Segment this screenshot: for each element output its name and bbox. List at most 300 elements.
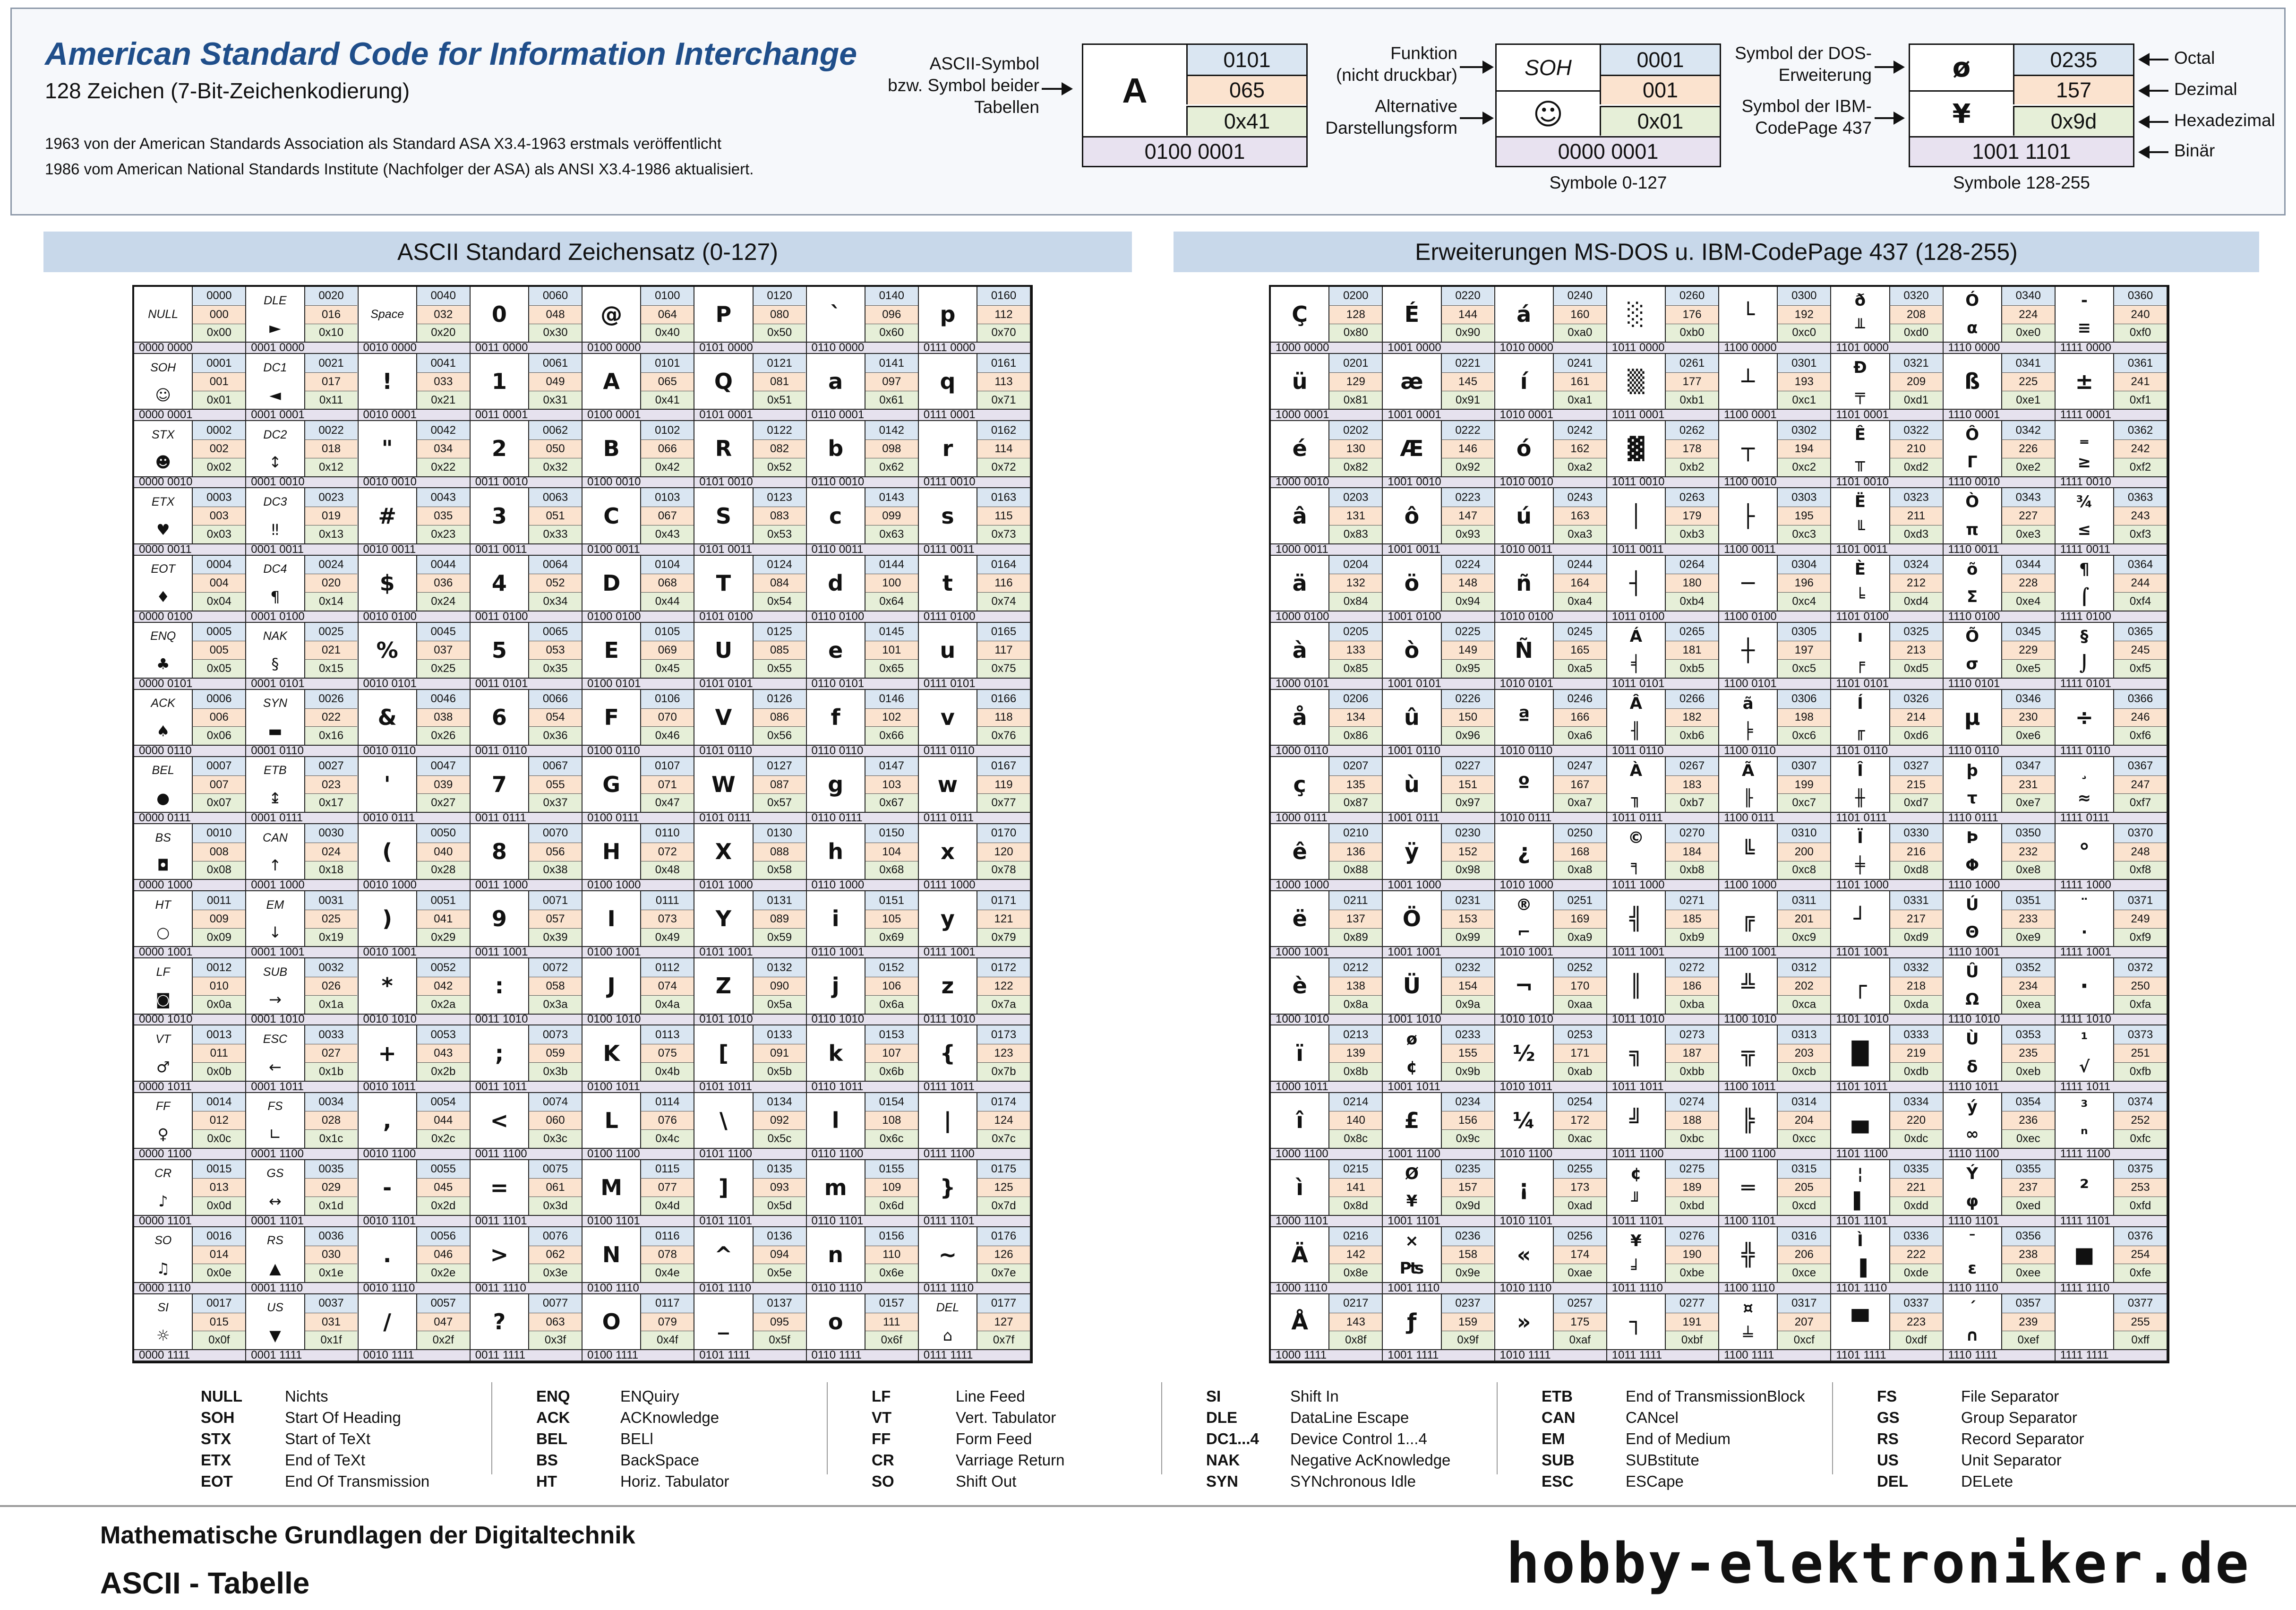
hex-code: 0xba — [1665, 995, 1718, 1014]
char-symbol — [2056, 556, 2113, 611]
char-symbol: i — [831, 906, 840, 932]
decimal-code: 141 — [1328, 1178, 1382, 1197]
char-cell — [359, 1294, 471, 1361]
char-symbol — [134, 556, 192, 611]
control-abbr: STX — [151, 428, 175, 441]
decimal-code: 214 — [1889, 708, 1943, 727]
dos-symbol: ¹ — [2081, 1030, 2088, 1049]
octal-code: 0121 — [753, 354, 806, 372]
abbreviation-row — [536, 1386, 729, 1407]
abbreviation-meaning: End of TransmissionBlock — [1626, 1387, 1805, 1405]
octal-code: 0051 — [416, 891, 470, 910]
decimal-code: 157 — [1441, 1178, 1494, 1197]
char-symbol: ┬ — [1741, 436, 1755, 462]
hex-code: 0x83 — [1328, 525, 1382, 543]
octal-code: 0342 — [2001, 421, 2055, 439]
hex-code: 0x84 — [1328, 592, 1382, 611]
char-cell — [1383, 1025, 1495, 1093]
char-symbol — [134, 824, 192, 879]
hex-code: 0x24 — [416, 592, 470, 611]
dos-symbol: Û — [1965, 963, 1979, 982]
octal-code: 0053 — [416, 1025, 470, 1044]
char-cell — [1831, 623, 1943, 690]
dos-symbol: Ý — [1966, 1164, 1978, 1183]
hex-code: 0xf7 — [2113, 793, 2167, 812]
decimal-code: 170 — [1553, 977, 1606, 995]
decimal-code: 145 — [1441, 372, 1494, 391]
hex-code: 0x50 — [753, 324, 806, 342]
binary-code: 1001 0010 — [1383, 476, 1494, 488]
char-symbol: U — [714, 637, 733, 663]
hex-code: 0xe1 — [2001, 391, 2055, 409]
control-abbr: ENQ — [150, 629, 176, 643]
char-symbol: x — [941, 839, 955, 865]
char-symbol — [246, 556, 304, 611]
char-symbol: Ç — [1292, 301, 1308, 327]
char-symbol — [246, 891, 304, 946]
octal-code: 0122 — [753, 421, 806, 439]
decimal-code: 118 — [977, 708, 1030, 727]
binary-code: 1110 1101 — [1944, 1215, 2055, 1226]
hex-code: 0x41 — [640, 391, 694, 409]
char-cell — [359, 488, 471, 555]
hex-code: 0x96 — [1441, 726, 1494, 745]
decimal-code: 067 — [640, 507, 694, 525]
hex-code: 0xe9 — [2001, 928, 2055, 947]
char-cell — [919, 354, 1031, 421]
binary-code: 0010 1000 — [359, 879, 470, 890]
octal-code: 0036 — [304, 1227, 358, 1246]
abbreviation-row — [201, 1428, 429, 1449]
abbreviation-column — [1206, 1386, 1451, 1490]
abbreviation-code: SI — [1206, 1387, 1221, 1405]
hex-code: 0x5d — [753, 1197, 806, 1215]
control-abbr: GS — [266, 1167, 284, 1180]
char-cell — [1719, 287, 1831, 354]
hex-code: 0xd5 — [1889, 659, 1943, 678]
octal-code: 0204 — [1328, 556, 1382, 574]
char-symbol: 0 — [491, 301, 507, 327]
abbreviation-row — [872, 1471, 1065, 1492]
hex-code: 0x35 — [528, 659, 582, 678]
decimal-code: 153 — [1441, 910, 1494, 928]
char-cell — [134, 757, 246, 824]
octal-code: 0111 — [640, 891, 694, 910]
decimal-code: 189 — [1665, 1178, 1718, 1197]
octal-code: 0355 — [2001, 1160, 2055, 1179]
hex-code: 0x0d — [192, 1197, 245, 1215]
decimal-code: 225 — [2001, 372, 2055, 391]
abbreviation-meaning: CANcel — [1626, 1408, 1679, 1426]
char-symbol: 8 — [491, 839, 507, 865]
decimal-code: 192 — [1777, 305, 1830, 324]
char-symbol: G — [602, 772, 621, 798]
binary-code: 0011 0100 — [471, 611, 582, 622]
decimal-code: 088 — [753, 843, 806, 861]
abbreviation-row — [1206, 1449, 1450, 1471]
octal-code: 0102 — [640, 421, 694, 439]
dos-symbol: Ð — [1853, 358, 1867, 378]
ibm-symbol: Ω — [1965, 990, 1979, 1009]
char-symbol — [1944, 824, 2001, 879]
hex-code: 0x9b — [1441, 1062, 1494, 1081]
octal-code: 0050 — [416, 824, 470, 843]
binary-code: 1111 1100 — [2056, 1148, 2167, 1159]
octal-code: 0164 — [977, 556, 1030, 574]
octal-code: 0213 — [1328, 1025, 1382, 1044]
char-cell — [583, 1093, 694, 1160]
control-glyph: ▲ — [269, 1259, 281, 1277]
binary-code: 1000 1010 — [1271, 1014, 1382, 1025]
binary-code: 1011 1000 — [1607, 879, 1718, 890]
binary-code: 0111 1001 — [919, 946, 1030, 957]
binary-code: 0011 1101 — [471, 1215, 582, 1226]
octal-code: 0333 — [1889, 1025, 1943, 1044]
ibm-symbol: ╒ — [1855, 654, 1865, 673]
octal-code: 0114 — [640, 1093, 694, 1111]
char-symbol: _ — [718, 1309, 729, 1335]
decimal-code: 063 — [528, 1313, 582, 1331]
decimal-code: 252 — [2113, 1111, 2167, 1129]
decimal-code: 078 — [640, 1246, 694, 1264]
char-symbol: & — [377, 704, 397, 730]
char-symbol: ] — [718, 1174, 728, 1200]
decimal-code: 098 — [865, 439, 918, 458]
hex-code: 0xb0 — [1665, 324, 1718, 342]
char-cell — [1831, 690, 1943, 757]
octal-code: 0205 — [1328, 623, 1382, 641]
char-symbol: « — [1516, 1241, 1531, 1267]
legend-arrow — [2140, 90, 2168, 92]
hex-code: 0x14 — [304, 592, 358, 611]
control-abbr: SUB — [263, 965, 288, 979]
octal-code: 0341 — [2001, 354, 2055, 372]
abbreviation-row — [201, 1471, 429, 1492]
hex-code: 0x7d — [977, 1197, 1030, 1215]
column-divider — [1161, 1382, 1162, 1474]
char-symbol — [2056, 488, 2113, 543]
octal-code: 0246 — [1553, 690, 1606, 708]
ibm-symbol: Γ — [1967, 453, 1978, 472]
char-symbol: » — [1516, 1309, 1531, 1335]
octal-code: 0215 — [1328, 1160, 1382, 1179]
char-cell — [1944, 556, 2056, 623]
legend-key-binary: Binär — [2174, 141, 2215, 160]
hex-code: 0x42 — [640, 458, 694, 476]
char-cell — [134, 690, 246, 757]
char-cell — [694, 958, 806, 1025]
char-cell — [1607, 1093, 1719, 1160]
char-cell — [2056, 824, 2167, 891]
octal-code: 0273 — [1665, 1025, 1718, 1044]
binary-code: 0101 0111 — [694, 812, 805, 823]
char-symbol: T — [716, 570, 731, 596]
dos-symbol: ¸ — [2080, 761, 2089, 780]
char-symbol: @ — [600, 301, 623, 327]
char-symbol: c — [829, 503, 842, 529]
char-symbol: C — [603, 503, 620, 529]
char-symbol: ▓ — [1628, 436, 1645, 462]
binary-code: 0010 0010 — [359, 476, 470, 488]
decimal-code: 121 — [977, 910, 1030, 928]
binary-code: 1001 1100 — [1383, 1148, 1494, 1159]
octal-code: 0265 — [1665, 623, 1718, 641]
octal-code: 0230 — [1441, 824, 1494, 843]
abbreviation-column — [1877, 1386, 2084, 1490]
char-cell — [807, 287, 919, 354]
decimal-code: 081 — [753, 372, 806, 391]
hex-code: 0x0e — [192, 1264, 245, 1282]
hex-code: 0xaf — [1553, 1331, 1606, 1349]
hex-code: 0xad — [1553, 1197, 1606, 1215]
char-cell — [583, 287, 694, 354]
hex-code: 0x63 — [865, 525, 918, 543]
octal-code: 0267 — [1665, 757, 1718, 775]
hex-code: 0x60 — [865, 324, 918, 342]
char-cell — [919, 287, 1031, 354]
abbreviation-row — [1542, 1386, 1805, 1407]
char-cell — [134, 891, 246, 958]
octal-code: 0125 — [753, 623, 806, 641]
octal-code: 0013 — [192, 1025, 245, 1044]
legend-hex: 0x41 — [1186, 106, 1306, 136]
octal-code: 0134 — [753, 1093, 806, 1111]
hex-code: 0x73 — [977, 525, 1030, 543]
char-symbol: ÷ — [2075, 704, 2094, 730]
binary-code: 1100 0101 — [1719, 678, 1830, 689]
control-glyph: ↓ — [269, 923, 282, 942]
char-symbol: ? — [493, 1309, 506, 1335]
octal-code: 0070 — [528, 824, 582, 843]
decimal-code: 130 — [1328, 439, 1382, 458]
decimal-code: 023 — [304, 775, 358, 794]
octal-code: 0202 — [1328, 421, 1382, 439]
char-cell — [359, 757, 471, 824]
binary-code: 0110 1000 — [807, 879, 918, 890]
char-cell — [1495, 1227, 1607, 1294]
octal-code: 0360 — [2113, 287, 2167, 305]
decimal-code: 047 — [416, 1313, 470, 1331]
char-symbol: y — [940, 906, 955, 932]
abbreviation-meaning: Start of TeXt — [285, 1429, 370, 1447]
abbreviation-meaning: Record Separator — [1961, 1429, 2084, 1447]
dos-symbol: Õ — [1965, 627, 1979, 646]
char-cell — [2056, 1160, 2167, 1227]
octal-code: 0371 — [2113, 891, 2167, 910]
octal-code: 0153 — [865, 1025, 918, 1044]
octal-code: 0052 — [416, 958, 470, 977]
char-cell — [471, 623, 583, 690]
decimal-code: 196 — [1777, 574, 1830, 592]
hex-code: 0xdf — [1889, 1331, 1943, 1349]
char-cell — [246, 1160, 358, 1227]
control-abbr: ETX — [151, 495, 175, 508]
char-cell — [1607, 354, 1719, 421]
char-cell — [1831, 824, 1943, 891]
hex-code: 0xc4 — [1777, 592, 1830, 611]
binary-code: 1110 0000 — [1944, 342, 2055, 353]
char-symbol — [1831, 354, 1889, 409]
char-cell — [1271, 1294, 1383, 1361]
binary-code: 1000 0011 — [1271, 543, 1382, 555]
octal-code: 0104 — [640, 556, 694, 574]
dos-symbol: ã — [1742, 694, 1754, 713]
octal-code: 0154 — [865, 1093, 918, 1111]
decimal-code: 026 — [304, 977, 358, 995]
control-glyph: ↔ — [269, 1192, 282, 1210]
hex-code: 0x86 — [1328, 726, 1382, 745]
column-divider — [1832, 1382, 1833, 1474]
abbreviation-row — [201, 1386, 429, 1407]
hex-code: 0x1d — [304, 1197, 358, 1215]
char-cell — [1271, 488, 1383, 555]
char-cell — [1271, 690, 1383, 757]
hex-code: 0xc6 — [1777, 726, 1830, 745]
char-symbol: J — [607, 973, 616, 999]
octal-code: 0045 — [416, 623, 470, 641]
binary-code: 1100 1010 — [1719, 1014, 1830, 1025]
hex-code: 0x51 — [753, 391, 806, 409]
char-symbol: 4 — [491, 570, 507, 596]
binary-code: 0100 0001 — [583, 409, 694, 420]
char-cell — [1271, 287, 1383, 354]
char-symbol — [1944, 891, 2001, 946]
decimal-code: 231 — [2001, 775, 2055, 794]
hex-code: 0x13 — [304, 525, 358, 543]
decimal-code: 113 — [977, 372, 1030, 391]
binary-code: 1110 0101 — [1944, 678, 2055, 689]
octal-code: 0167 — [977, 757, 1030, 775]
binary-code: 0111 0111 — [919, 812, 1030, 823]
dos-symbol: Ï — [1857, 828, 1863, 848]
octal-code: 0174 — [977, 1093, 1030, 1111]
hex-code: 0x21 — [416, 391, 470, 409]
hex-code: 0x70 — [977, 324, 1030, 342]
char-symbol: # — [378, 503, 396, 529]
binary-code: 0010 1111 — [359, 1349, 470, 1360]
hex-code: 0xc2 — [1777, 458, 1830, 476]
binary-code: 1001 0111 — [1383, 812, 1494, 823]
dos-symbol: ı — [1857, 627, 1863, 646]
abbreviation-code: CR — [872, 1451, 894, 1469]
binary-code: 1111 0001 — [2056, 409, 2167, 420]
char-cell — [1495, 1025, 1607, 1093]
control-abbr: US — [267, 1301, 283, 1315]
char-symbol: ù — [1404, 772, 1420, 798]
char-symbol — [1607, 1227, 1665, 1282]
binary-code: 1111 0110 — [2056, 745, 2167, 756]
decimal-code: 055 — [528, 775, 582, 794]
octal-code: 0035 — [304, 1160, 358, 1179]
hex-code: 0xef — [2001, 1331, 2055, 1349]
abbreviation-meaning: End Of Transmission — [285, 1472, 430, 1490]
decimal-code: 195 — [1777, 507, 1830, 525]
ibm-symbol: Φ — [1965, 856, 1979, 875]
char-cell — [1719, 1227, 1831, 1294]
octal-code: 0124 — [753, 556, 806, 574]
legend-control-abbr: SOH — [1525, 55, 1572, 80]
octal-code: 0310 — [1777, 824, 1830, 843]
char-cell — [359, 1160, 471, 1227]
hex-code: 0x02 — [192, 458, 245, 476]
char-symbol — [1607, 824, 1665, 879]
char-cell — [694, 1294, 806, 1361]
ibm-symbol: ╞ — [1743, 721, 1753, 740]
char-symbol: └ — [1741, 301, 1755, 327]
octal-code: 0326 — [1889, 690, 1943, 708]
hex-code: 0x4c — [640, 1129, 694, 1148]
char-symbol: + — [378, 1040, 396, 1066]
legend-decimal: 157 — [2013, 75, 2133, 104]
abbreviation-column — [1542, 1386, 1805, 1490]
octal-code: 0136 — [753, 1227, 806, 1246]
char-symbol: - — [383, 1174, 392, 1200]
char-cell — [1495, 623, 1607, 690]
char-cell — [1719, 824, 1831, 891]
abbreviation-meaning: Line Feed — [956, 1387, 1025, 1405]
hex-code: 0x44 — [640, 592, 694, 611]
decimal-code: 074 — [640, 977, 694, 995]
decimal-code: 097 — [865, 372, 918, 391]
octal-code: 0270 — [1665, 824, 1718, 843]
binary-code: 0111 1010 — [919, 1014, 1030, 1025]
ibm-symbol: ⌐ — [1517, 923, 1531, 942]
char-cell — [1271, 1025, 1383, 1093]
binary-code: 0110 0000 — [807, 342, 918, 353]
legend-ibm-symbol: ¥ — [1952, 98, 1971, 129]
hex-code: 0x94 — [1441, 592, 1494, 611]
decimal-code: 202 — [1777, 977, 1830, 995]
binary-code: 0000 0001 — [134, 409, 245, 420]
binary-code: 0000 1111 — [134, 1349, 245, 1360]
decimal-code: 029 — [304, 1178, 358, 1197]
dos-symbol: þ — [1966, 761, 1978, 780]
hex-code: 0x75 — [977, 659, 1030, 678]
decimal-code: 155 — [1441, 1044, 1494, 1062]
hex-code: 0x26 — [416, 726, 470, 745]
binary-code: 1001 1101 — [1383, 1215, 1494, 1226]
dos-symbol: Ó — [1965, 291, 1979, 310]
hex-code: 0xd6 — [1889, 726, 1943, 745]
hex-code: 0x1a — [304, 995, 358, 1014]
control-glyph: ♫ — [156, 1259, 170, 1277]
char-symbol — [134, 1294, 192, 1349]
binary-code: 0111 0100 — [919, 611, 1030, 622]
octal-code: 0011 — [192, 891, 245, 910]
binary-code: 0110 1010 — [807, 1014, 918, 1025]
octal-code: 0343 — [2001, 488, 2055, 507]
octal-code: 0311 — [1777, 891, 1830, 910]
dos-symbol: Í — [1857, 694, 1863, 713]
binary-code: 1110 0100 — [1944, 611, 2055, 622]
char-symbol — [1944, 757, 2001, 812]
hex-code: 0x19 — [304, 928, 358, 947]
char-symbol — [919, 1294, 977, 1349]
binary-code: 0000 1011 — [134, 1081, 245, 1092]
char-symbol — [1831, 421, 1889, 476]
char-cell — [694, 354, 806, 421]
abbreviation-row — [872, 1407, 1065, 1428]
hex-code: 0xf8 — [2113, 861, 2167, 879]
decimal-code: 017 — [304, 372, 358, 391]
binary-code: 0011 1100 — [471, 1148, 582, 1159]
octal-code: 0033 — [304, 1025, 358, 1044]
dos-symbol: Á — [1629, 627, 1643, 646]
char-symbol: ┼ — [1741, 637, 1755, 663]
char-symbol — [134, 488, 192, 543]
decimal-code: 194 — [1777, 439, 1830, 458]
ibm-symbol: ╘ — [1855, 587, 1865, 606]
